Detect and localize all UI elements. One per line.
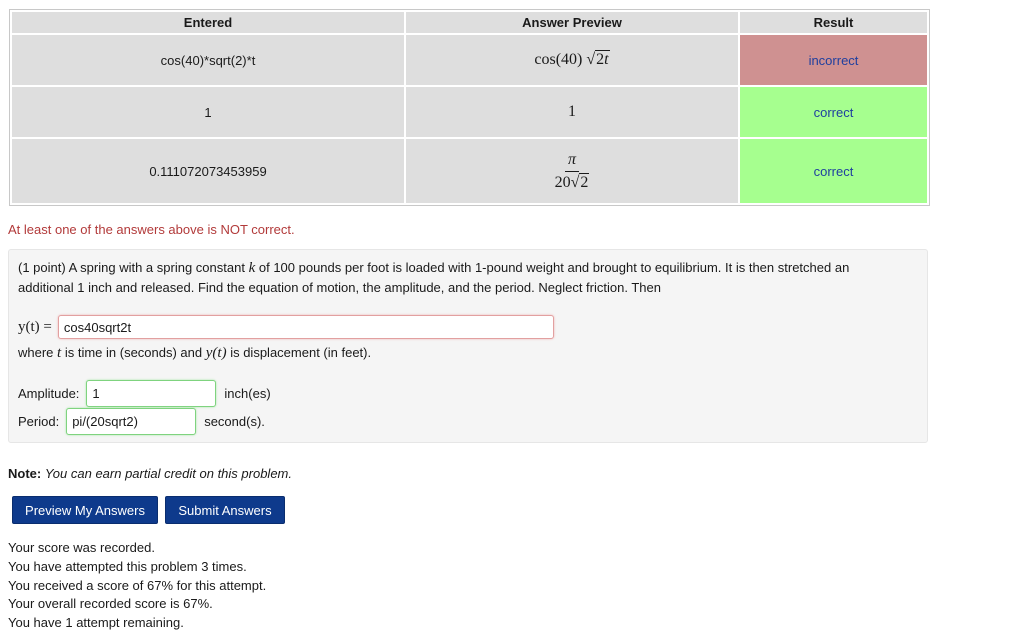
amplitude-input[interactable]: 1 xyxy=(86,380,216,407)
header-answer-preview: Answer Preview xyxy=(406,12,738,33)
results-header-row xyxy=(12,12,927,33)
where-text: where t is time in (seconds) and y(t) is displacement (in feet). xyxy=(18,345,372,361)
amplitude-row xyxy=(18,380,271,407)
sqrt-radicand: 2t xyxy=(596,51,609,68)
fraction-numerator: π xyxy=(565,151,579,172)
problem-statement: (1 point) A spring with a spring constant k of 100 pounds per foot is loaded with 1-pound weight and brought to equilibrium. It is then stretched an additional 1 inch and released. Find the equation of motion, the amplitude, and the period. Neglect friction. Then xyxy=(18,260,850,295)
preview-cell xyxy=(406,35,738,85)
header-result: Result xyxy=(740,12,927,33)
period-input[interactable]: pi/(20sqrt2) xyxy=(66,408,196,435)
amplitude-unit: inch(es) xyxy=(224,386,271,401)
submit-answers-button[interactable]: Submit Answers xyxy=(165,496,285,524)
equation-input[interactable]: cos40sqrt2t xyxy=(58,315,554,339)
period-row xyxy=(18,408,265,435)
incorrect-warning: At least one of the answers above is NOT correct. xyxy=(8,222,295,237)
result-cell-correct: correct xyxy=(740,87,927,137)
problem-box xyxy=(8,249,928,443)
score-line: Your overall recorded score is 67%. xyxy=(8,596,213,612)
header-entered: Entered xyxy=(12,12,404,33)
result-cell-correct: correct xyxy=(740,139,927,203)
entered-cell: 0.111072073453959 xyxy=(12,139,404,203)
preview-cell: 1 xyxy=(406,87,738,137)
table-row xyxy=(12,87,927,137)
equation-row xyxy=(18,315,554,339)
score-line: You have 1 attempt remaining. xyxy=(8,615,184,631)
entered-cell: cos(40)*sqrt(2)*t xyxy=(12,35,404,85)
amplitude-label: Amplitude: xyxy=(18,386,80,401)
entered-cell: 1 xyxy=(12,87,404,137)
partial-credit-note: Note: You can earn partial credit on this problem. xyxy=(8,466,292,481)
score-line: You have attempted this problem 3 times. xyxy=(8,558,247,574)
math-k: k xyxy=(248,260,256,276)
sqrt-expression: √2t xyxy=(586,51,609,68)
table-row xyxy=(12,139,927,203)
fraction-denominator: 20√2 xyxy=(554,173,589,191)
score-line: Your score was recorded. xyxy=(8,540,155,555)
period-label: Period: xyxy=(18,414,60,429)
preview-answers-button[interactable]: Preview My Answers xyxy=(12,496,158,524)
table-row xyxy=(12,35,927,85)
y-label: y(t) = xyxy=(18,318,52,335)
fraction xyxy=(552,151,593,192)
score-line: You received a score of 67% for this attempt. xyxy=(8,577,267,593)
results-table xyxy=(9,9,930,206)
score-summary xyxy=(8,539,266,633)
result-cell-incorrect: incorrect xyxy=(740,35,927,85)
period-unit: second(s). xyxy=(204,414,265,429)
problem-points: (1 point) xyxy=(18,260,66,275)
preview-cell xyxy=(406,139,738,203)
preview-cos-text: cos(40) xyxy=(534,51,587,68)
